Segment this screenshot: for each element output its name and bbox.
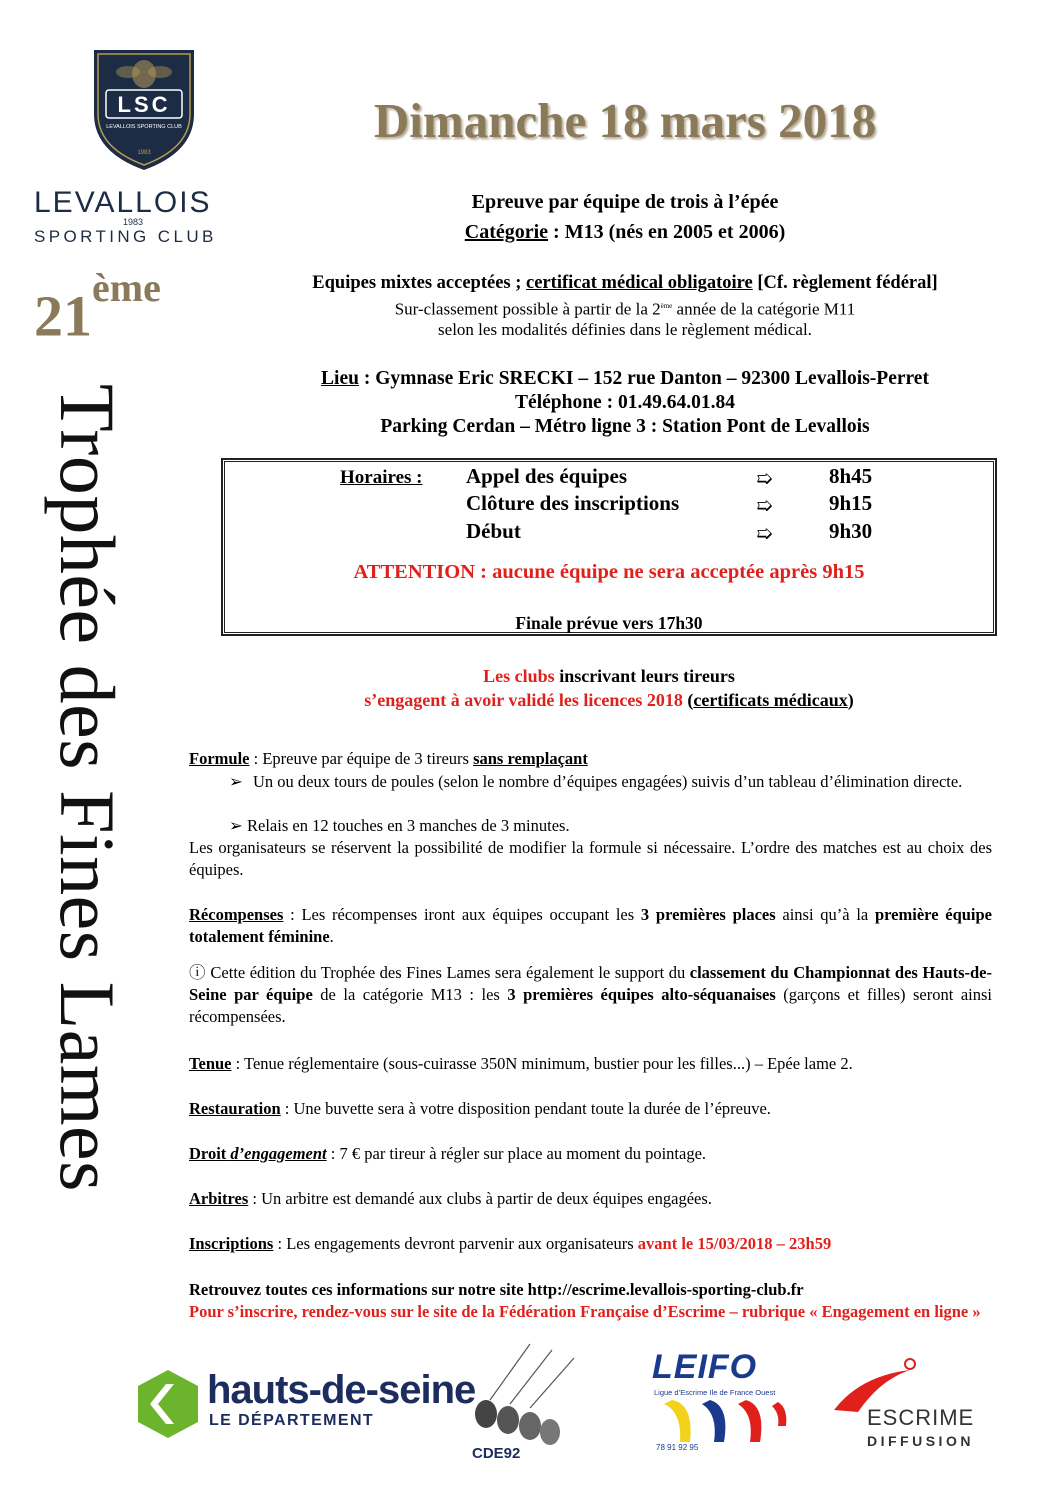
tenue bbox=[189, 1053, 992, 1075]
inscriptions-text: : Les engagements devront parvenir aux organisateurs bbox=[273, 1234, 638, 1253]
leifo-subtext: Ligue d’Escrime Ile de France Ouest bbox=[654, 1388, 776, 1397]
arrow-icon: ➯ bbox=[756, 468, 773, 490]
inscriptions-deadline: avant le 15/03/2018 – 23h59 bbox=[637, 1234, 832, 1253]
championnat-info bbox=[189, 962, 992, 1028]
arrow-icon: ➯ bbox=[756, 495, 773, 517]
venue-value: : Gymnase Eric SRECKI – 152 rue Danton – 92300 Levallois-Perret bbox=[358, 368, 929, 389]
inscriptions bbox=[189, 1233, 992, 1255]
schedule-row-time: 9h15 bbox=[829, 491, 873, 515]
cde92-text: CDE92 bbox=[472, 1445, 521, 1462]
leifo-numbers: 78 91 92 95 bbox=[656, 1443, 699, 1452]
formule-label: Formule bbox=[189, 749, 250, 768]
info-icon: ⓘ bbox=[189, 963, 206, 982]
schedule-label: Horaires : bbox=[340, 467, 423, 488]
formule bbox=[189, 748, 992, 770]
page-title: Dimanche 18 mars 2018 bbox=[373, 93, 877, 148]
website-info: Retrouvez toutes ces informations sur notre site http://escrime.levallois-sporting-club.fr bbox=[189, 1280, 804, 1299]
event-line1: Epreuve par équipe de trois à l’épée bbox=[471, 191, 779, 213]
surclassement-line1 bbox=[230, 295, 1020, 321]
parking: Parking Cerdan – Métro ligne 3 : Station Pont de Levallois bbox=[380, 416, 870, 437]
formule-bullet-1: Un ou deux tours de poules (selon le nombre d’équipes engagées) suivis d’un tableau d’élimination directe. bbox=[253, 772, 963, 791]
edition-suffix: ème bbox=[92, 265, 161, 310]
recompenses-e: . bbox=[329, 927, 334, 946]
info-c: de la catégorie M13 : les bbox=[312, 985, 508, 1004]
info-d: 3 premières équipes alto-séquanaises bbox=[507, 985, 776, 1004]
surclassement-line2: selon les modalités définies dans le règlement médical. bbox=[438, 320, 812, 339]
recompenses-b: 3 premières places bbox=[640, 905, 776, 924]
registration-info: Pour s’inscrire, rendez-vous sur le site de la Fédération Française d’Escrime – rubrique « Engagement en ligne » bbox=[189, 1302, 981, 1321]
droit-engagement bbox=[189, 1143, 992, 1165]
category-value: : M13 (nés en 2005 et 2006) bbox=[548, 221, 786, 243]
attention-notice: ATTENTION : aucune équipe ne sera acceptée après 9h15 bbox=[353, 561, 865, 583]
licences-red: s’engagent à avoir validé les licences 2018 bbox=[364, 690, 683, 710]
schedule-row-time: 9h30 bbox=[829, 519, 873, 543]
restauration-label: Restauration bbox=[189, 1099, 281, 1118]
lsc-shield-logo bbox=[88, 44, 200, 172]
clubs-rest: inscrivant leurs tireurs bbox=[554, 666, 735, 686]
bullet-icon: ➢ bbox=[229, 816, 243, 835]
shield-subtext: LEVALLOIS SPORTING CLUB bbox=[106, 124, 182, 130]
restauration bbox=[189, 1098, 992, 1120]
venue-label: Lieu bbox=[321, 368, 359, 389]
leifo-logo-stripes bbox=[654, 1398, 790, 1444]
recompenses-label: Récompenses bbox=[189, 905, 284, 924]
paren-close: ) bbox=[847, 690, 854, 710]
mixed-teams bbox=[230, 271, 1020, 296]
arbitres-text: : Un arbitre est demandé aux clubs à partir de deux équipes engagées. bbox=[248, 1189, 712, 1208]
inscriptions-label: Inscriptions bbox=[189, 1234, 274, 1253]
mixed-b: certificat médical obligatoire bbox=[526, 273, 753, 293]
shield-year: 1983 bbox=[137, 150, 151, 156]
certificats: certificats médicaux bbox=[693, 690, 848, 710]
vertical-title: Trophée des Fines Lames bbox=[44, 384, 131, 1193]
formule-bullet-2: Relais en 12 touches en 3 manches de 3 minutes. bbox=[247, 816, 570, 835]
event-category bbox=[230, 220, 1020, 245]
arbitres bbox=[189, 1188, 992, 1210]
arbitres-label: Arbitres bbox=[189, 1189, 249, 1208]
club-name: LEVALLOIS bbox=[34, 186, 212, 219]
droit-text: : 7 € par tireur à régler sur place au moment du pointage. bbox=[326, 1144, 707, 1163]
finale-time: Finale prévue vers 17h30 bbox=[515, 613, 703, 633]
phone: Téléphone : 01.49.64.01.84 bbox=[515, 392, 735, 413]
restauration-text: : Une buvette sera à votre disposition pendant toute la durée de l’épreuve. bbox=[280, 1099, 771, 1118]
tenue-label: Tenue bbox=[189, 1054, 232, 1073]
clubs-red: Les clubs bbox=[483, 666, 555, 686]
surclass-b: année de la catégorie M11 bbox=[672, 299, 856, 319]
info-a: Cette édition du Trophée des Fines Lames sera également le support du bbox=[205, 963, 690, 982]
recompenses bbox=[189, 904, 992, 948]
schedule-row-label: Clôture des inscriptions bbox=[466, 491, 680, 515]
hauts-de-seine-text: hauts-de-seine bbox=[207, 1368, 476, 1412]
recompenses-d: première équipe totalement féminine bbox=[189, 905, 993, 946]
surclass-sup: ème bbox=[660, 302, 673, 310]
venue bbox=[230, 366, 1020, 391]
recompenses-c: ainsi qu’à la bbox=[775, 905, 875, 924]
schedule-row-label: Appel des équipes bbox=[466, 464, 628, 488]
leifo-text: LEIFO bbox=[652, 1348, 758, 1386]
droit-label-b: d’engagement bbox=[230, 1144, 327, 1163]
shield-text: LSC bbox=[117, 92, 171, 117]
schedule-row-time: 8h45 bbox=[829, 464, 873, 488]
schedule-row-label: Début bbox=[466, 519, 521, 543]
paren-open: ( bbox=[682, 690, 694, 710]
info-b: classement du Championnat des Hauts-de-Seine par équipe bbox=[189, 963, 993, 1004]
diffusion-text: DIFFUSION bbox=[867, 1433, 974, 1449]
surclass-a: Sur-classement possible à partir de la 2 bbox=[394, 299, 661, 319]
edition-value: 21 bbox=[34, 283, 92, 349]
bullet-icon: ➢ bbox=[229, 772, 243, 791]
info-e: (garçons et filles) seront ainsi récompensées. bbox=[189, 985, 992, 1026]
arrow-icon: ➯ bbox=[756, 523, 773, 545]
hauts-de-seine-logo-mark bbox=[136, 1368, 200, 1440]
category-label: Catégorie bbox=[464, 221, 549, 243]
mixed-c: [Cf. règlement fédéral] bbox=[752, 273, 938, 293]
droit-label-a: Droit bbox=[189, 1144, 231, 1163]
formule-text: : Epreuve par équipe de 3 tireurs bbox=[249, 749, 474, 768]
hauts-de-seine-sub: LE DÉPARTEMENT bbox=[209, 1412, 375, 1429]
formule-bold: sans remplaçant bbox=[473, 749, 588, 768]
organisateurs-note: Les organisateurs se réservent la possibilité de modifier la formule si nécessaire. L’ordre des matches est au choix des équipes. bbox=[189, 838, 992, 879]
edition-number bbox=[34, 265, 161, 349]
tenue-text: : Tenue réglementaire (sous-cuirasse 350N minimum, bustier pour les filles...) – Epée lame 2. bbox=[231, 1054, 853, 1073]
clubs-notice-line2 bbox=[221, 690, 997, 711]
vertical-title-wrap bbox=[0, 384, 150, 1384]
club-year: 1983 bbox=[123, 217, 144, 227]
escrime-text: ESCRIME bbox=[867, 1405, 975, 1430]
mixed-a: Equipes mixtes acceptées ; bbox=[312, 273, 527, 293]
recompenses-a: : Les récompenses iront aux équipes occupant les bbox=[283, 905, 641, 924]
club-subname: SPORTING CLUB bbox=[34, 227, 217, 246]
clubs-notice-line1 bbox=[221, 666, 997, 687]
